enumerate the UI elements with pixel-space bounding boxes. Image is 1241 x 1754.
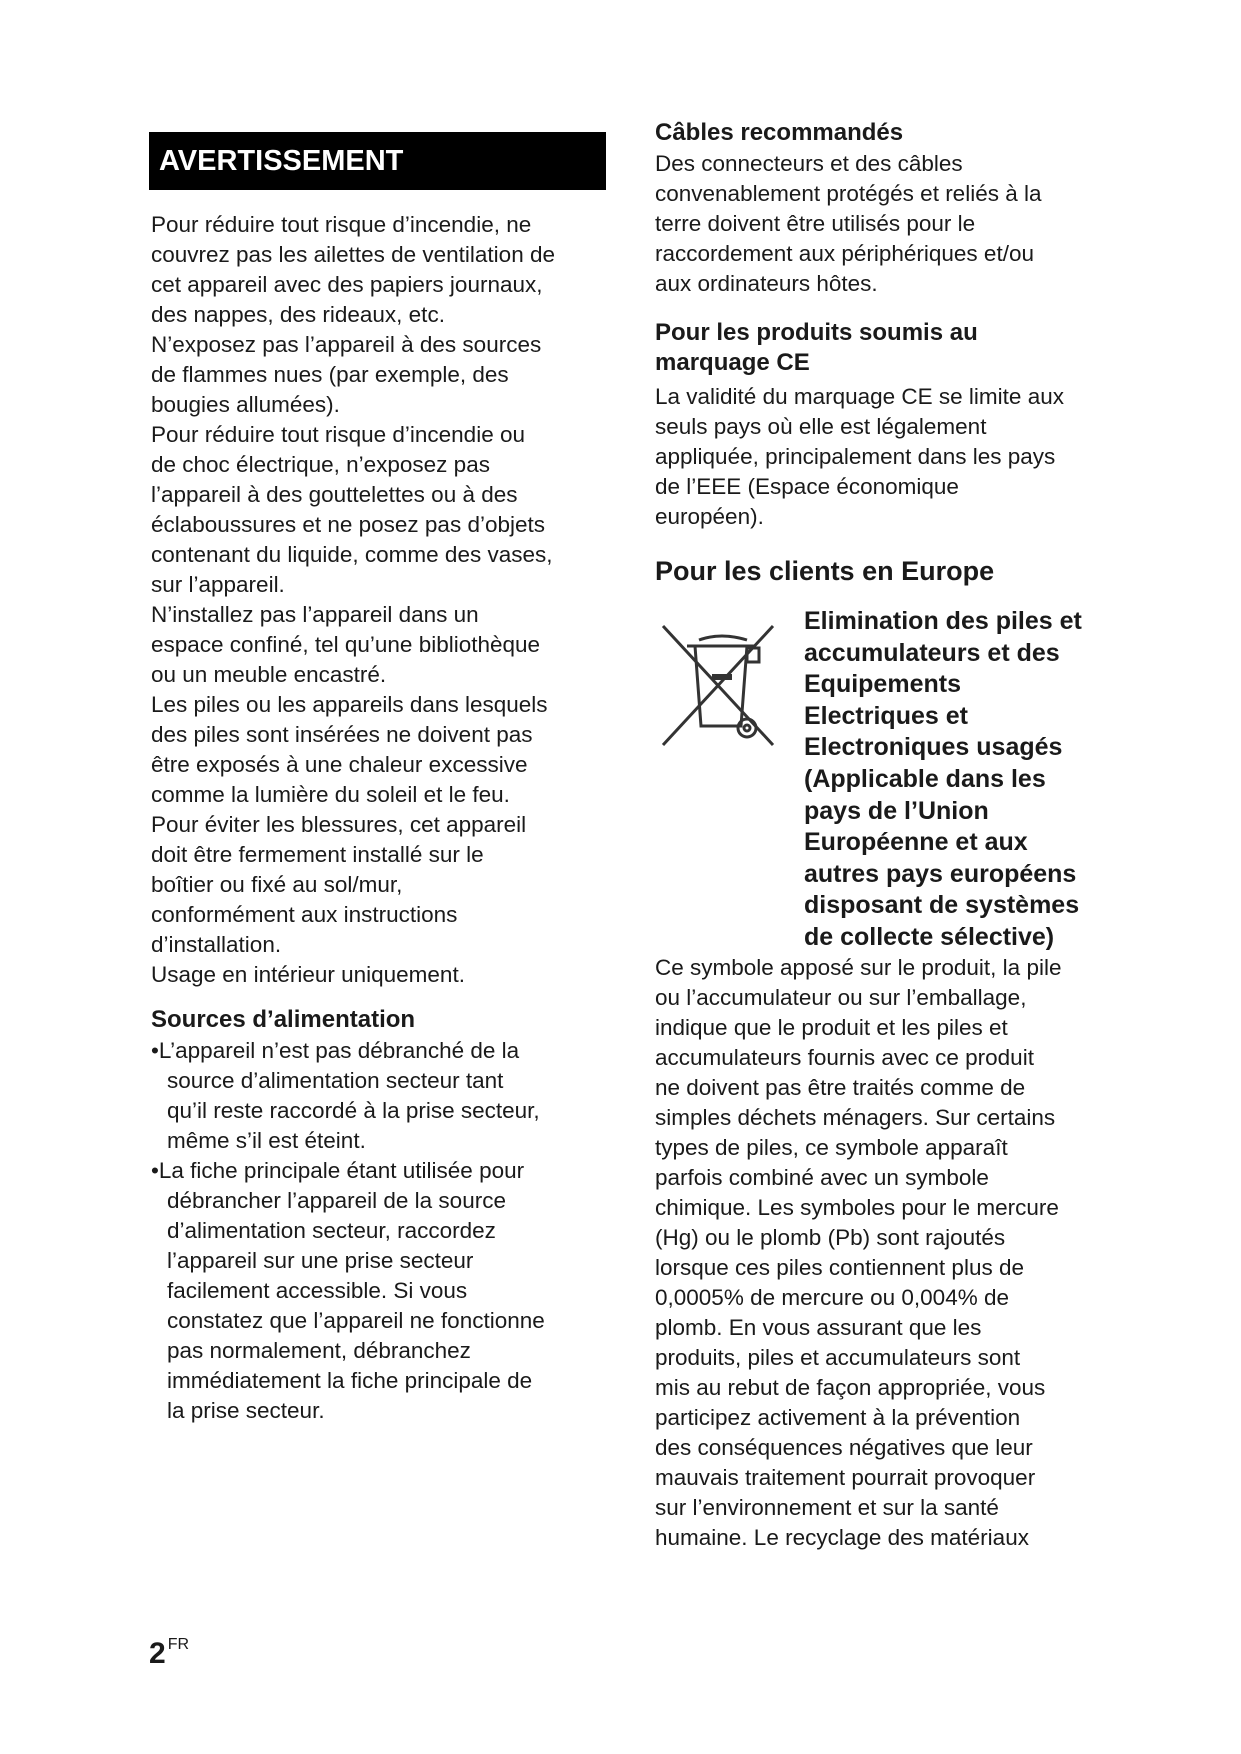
page-number-value: 2: [149, 1637, 166, 1670]
sources-heading: Sources d’alimentation: [151, 1006, 416, 1033]
warning-body: Pour réduire tout risque d’incendie, ne couvrez pas les ailettes de ventilation de cet appareil avec des papiers journaux, des nappes, des rideaux, etc. N’exposez pas l’appareil à des sources de flammes nues (par exemple, des bougies allumées). Pour réduire tout risque d’incendie ou de choc électrique, n’exposez pas l’appareil à des gouttelettes ou à des éclaboussures et ne posez pas d’objets contenant du liquide, comme des vases, sur l’appareil. N’installez pas l’appareil dans un espace confiné, tel qu’une bibliothèque ou un meuble encastré. Les piles ou les appareils dans lesquels des piles sont insérées ne doivent pas être exposés à une chaleur excessive comme la lumière du soleil et le feu. Pour éviter les blessures, cet appareil doit être fermement installé sur le boîtier ou fixé au sol/mur, conformément aux instructions d’installation. Usage en intérieur uniquement.: [151, 212, 555, 987]
bullet-item: •La fiche principale étant utilisée pour débrancher l’appareil de la source d’alimentation secteur, raccordez l’appareil sur une prise secteur facilement accessible. Si vous constatez que l’appareil ne fonctionne pas normalement, débranchez immédiatement la fiche principale de la prise secteur.: [151, 1158, 545, 1423]
weee-body: Ce symbole apposé sur le produit, la pile ou l’accumulateur ou sur l’emballage, indique que le produit et les piles et accumulateurs fournis avec ce produit ne doivent pas être traités comme de simples déchets ménagers. Sur certains types de piles, ce symbole apparaît parfois combiné avec un symbole chimique. Les symboles pour le mercure (Hg) ou le plomb (Pb) sont rajoutés lorsque ces piles contiennent plus de 0,0005% de mercure ou 0,004% de plomb. En vous assurant que les produits, piles et accumulateurs sont mis au rebut de façon appropriée, vous participez activement à la prévention des conséquences négatives que leur mauvais traitement pourrait provoquer sur l’environnement et sur la santé humaine. Le recyclage des matériaux: [655, 955, 1062, 1550]
ce-body: La validité du marquage CE se limite aux seuls pays où elle est légalement appliquée, principalement dans les pays de l’EEE (Espace économique européen).: [655, 384, 1064, 529]
page-number: [149, 1636, 189, 1671]
bullet-item: •L’appareil n’est pas débranché de la source d’alimentation secteur tant qu’il reste raccordé à la prise secteur, même s’il est éteint.: [151, 1038, 540, 1153]
language-code: FR: [167, 1636, 190, 1653]
warning-banner: AVERTISSEMENT: [149, 132, 606, 190]
europe-heading: Pour les clients en Europe: [655, 556, 995, 586]
cables-body: Des connecteurs et des câbles convenablement protégés et reliés à la terre doivent être utilisés pour le raccordement aux périphériques et/ou aux ordinateurs hôtes.: [655, 151, 1042, 296]
weee-heading: Elimination des piles et accumulateurs et des Equipements Electriques et Electroniques usagés (Applicable dans les pays de l’Union Européenne et aux autres pays européens disposant de systèmes de collecte sélective): [804, 607, 1082, 951]
cables-heading: Câbles recommandés: [655, 119, 904, 146]
ce-heading: Pour les produits soumis au marquage CE: [655, 319, 978, 376]
crossed-out-wheelie-bin-icon: [655, 618, 780, 750]
